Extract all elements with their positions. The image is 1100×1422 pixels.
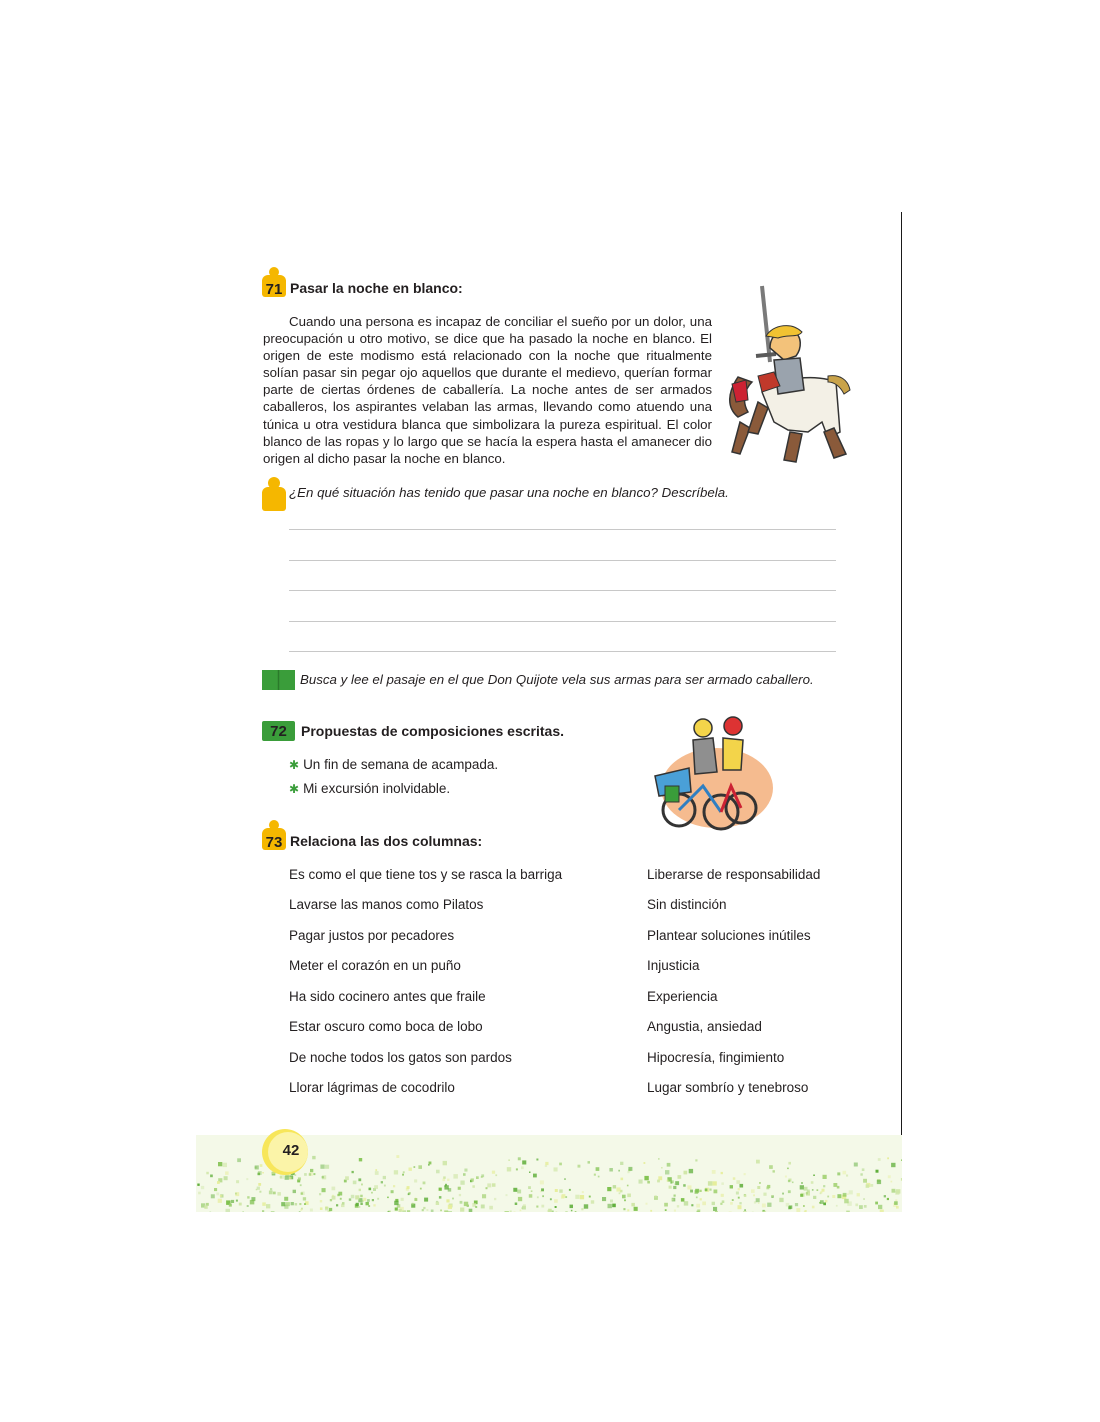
page-number: 42 [282, 1142, 300, 1159]
exercise-72-badge [262, 721, 295, 741]
exercise-71-paragraph: Cuando una persona es incapaz de conciliar el sueño por un dolor, una preocupación u otro motivo, se dice que ha pasado la noche en blanco. El origen de este modismo está relacionado con la noche que ritualmente solían pasar sin pegar ojo aquellos que durante el medievo, querían formar parte de ciertas órdenes de caballería. La noche antes de ser armados caballeros, los aspirantes velaban las armas, llevando como atuendo una túnica u otra vestidura blanca que simbolizara la pureza espiritual. El color blanco de las ropas y lo largo que se hacía la espera hasta el amanecer dio origen al dicho pasar la noche en blanco. [263, 314, 712, 466]
question-person-icon [262, 477, 286, 511]
left-column-item[interactable]: Ha sido cocinero antes que fraile [289, 989, 486, 1004]
left-column-item[interactable]: Llorar lágrimas de cocodrilo [289, 1080, 455, 1095]
right-column-item[interactable]: Liberarse de responsabilidad [647, 867, 821, 882]
exercise-71-question: ¿En qué situación has tenido que pasar una noche en blanco? Descríbela. [289, 485, 729, 500]
exercise-73-badge [262, 820, 286, 850]
answer-line[interactable] [289, 651, 836, 652]
page-number-badge [262, 1129, 310, 1177]
exercise-71-number: 71 [265, 280, 283, 298]
left-column-item[interactable]: Meter el corazón en un puño [289, 958, 461, 973]
answer-line[interactable] [289, 621, 836, 622]
answer-line[interactable] [289, 590, 836, 591]
cyclists-illustration [645, 716, 775, 834]
exercise-71-title: Pasar la noche en blanco: [290, 280, 463, 296]
right-column-item[interactable]: Angustia, ansiedad [647, 1019, 762, 1034]
answer-line[interactable] [289, 560, 836, 561]
bullet-star-icon: ✱ [289, 758, 300, 772]
list-item-text: Mi excursión inolvidable. [303, 781, 451, 796]
exercise-71-badge [262, 267, 286, 297]
exercise-72-title: Propuestas de composiciones escritas. [301, 723, 564, 739]
list-item-text: Un fin de semana de acampada. [303, 757, 499, 772]
list-item [289, 781, 450, 796]
exercise-73-title: Relaciona las dos columnas: [290, 833, 483, 849]
exercise-72-number: 72 [270, 722, 287, 740]
right-column-item[interactable]: Hipocresía, fingimiento [647, 1050, 785, 1065]
right-column-item[interactable]: Lugar sombrío y tenebroso [647, 1080, 809, 1095]
page-edge-rule [901, 212, 902, 1212]
reading-prompt: Busca y lee el pasaje en el que Don Quijote vela sus armas para ser armado caballero. [300, 672, 814, 687]
bullet-star-icon: ✱ [289, 782, 300, 796]
left-column-item[interactable]: Lavarse las manos como Pilatos [289, 897, 484, 912]
left-column-item[interactable]: Pagar justos por pecadores [289, 928, 455, 943]
left-column-item[interactable]: De noche todos los gatos son pardos [289, 1050, 512, 1065]
right-column-item[interactable]: Experiencia [647, 989, 718, 1004]
answer-line[interactable] [289, 529, 836, 530]
knight-illustration [718, 282, 858, 467]
left-column-item[interactable]: Estar oscuro como boca de lobo [289, 1019, 483, 1034]
right-column-item[interactable]: Sin distinción [647, 897, 727, 912]
book-icon [262, 669, 295, 691]
right-column-item[interactable]: Plantear soluciones inútiles [647, 928, 811, 943]
right-column-item[interactable]: Injusticia [647, 958, 700, 973]
list-item [289, 757, 498, 772]
exercise-73-number: 73 [265, 833, 283, 851]
left-column-item[interactable]: Es como el que tiene tos y se rasca la barriga [289, 867, 563, 882]
